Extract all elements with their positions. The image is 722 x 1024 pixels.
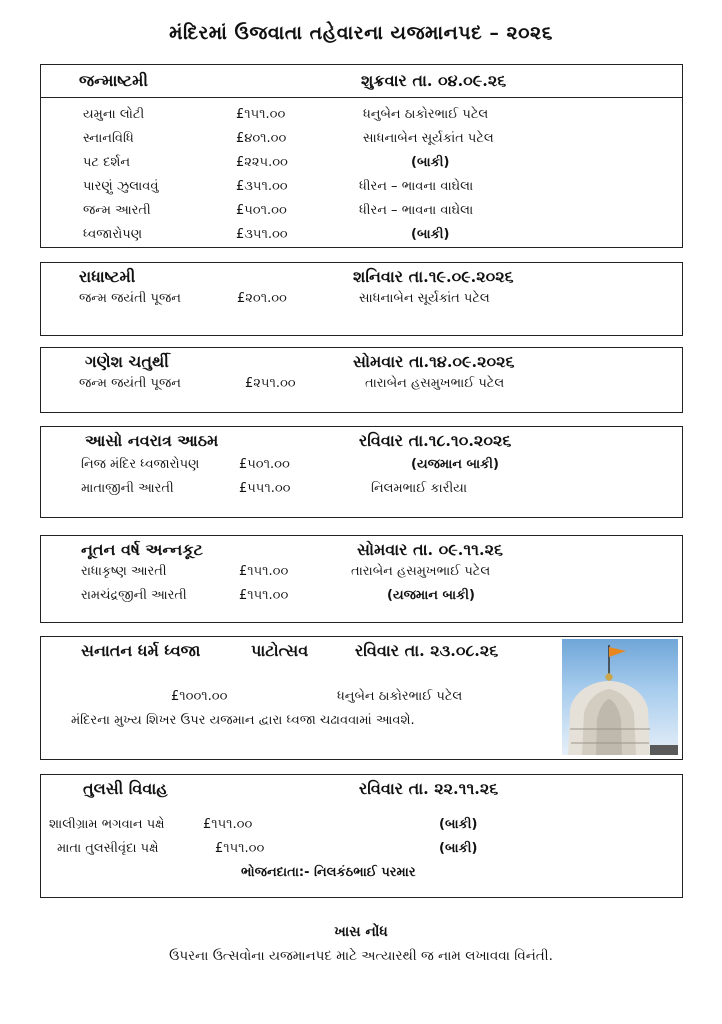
section-ganesh-chaturthi <box>40 347 683 413</box>
divider <box>41 97 682 98</box>
section-date: રવિવાર તા. ૨૨.૧૧.૨૬ <box>359 779 499 798</box>
page-title: મંદિરમાં ઉજવાતા તહેવારના યજમાનપદ – ૨૦૨૬ <box>169 22 553 44</box>
description: મંદિરના મુખ્ય શિખર ઉપર યજમાન દ્વારા ધ્વજા ચઢાવવામાં આવશે. <box>71 713 415 728</box>
item-amount: £૧૫૧.૦૦ <box>239 564 289 579</box>
item-name: રામચંદ્રજીની આરતી <box>81 588 187 603</box>
item-sponsor: સાધનાબેન સૂર્યકાંત પટેલ <box>363 131 494 146</box>
item-amount: £૪૦૧.૦૦ <box>236 131 287 146</box>
item-amount: £૨૫૧.૦૦ <box>245 376 296 391</box>
bhojan-data-footer: ભોજનદાતા:- નિલકંઠભાઈ પરમાર <box>241 865 416 880</box>
item-amount: £૧૫૧.૦૦ <box>215 841 265 856</box>
item-sponsor: તારાબેન હસમુખભાઈ પટેલ <box>365 376 505 391</box>
section-title: નૂતન વર્ષ અન્નકૂટ <box>81 540 203 559</box>
note-text: ઉપરના ઉત્સવોના યજમાનપદ માટે અત્યારથી જ નામ લખાવવા વિનંતી. <box>169 948 553 964</box>
list-item <box>41 227 682 249</box>
list-item <box>41 481 682 503</box>
item-name: માતાજીની આરતી <box>81 481 174 496</box>
section-tulsi-vivah <box>40 774 683 898</box>
list-item <box>41 291 682 313</box>
item-sponsor: (બાકી) <box>439 817 478 832</box>
list-item <box>41 457 682 479</box>
item-amount: £૧૦૦૧.૦૦ <box>171 689 228 704</box>
temple-shikhar-image <box>562 639 678 755</box>
list-item <box>41 817 682 839</box>
list-item <box>41 131 682 153</box>
item-sponsor: (બાકી) <box>439 841 478 856</box>
list-item <box>41 179 682 201</box>
section-date: શુક્રવાર તા. ૦૪.૦૯.૨૬ <box>361 71 507 90</box>
item-name: પટ દર્શન <box>83 155 131 170</box>
item-sponsor: તારાબેન હસમુખભાઈ પટેલ <box>351 564 491 579</box>
section-subtitle: પાટોત્સવ <box>251 641 309 660</box>
item-name: જન્મ જયંતી પૂજન <box>79 376 181 391</box>
section-title: તુલસી વિવાહ <box>83 779 168 798</box>
item-name: નિજ મંદિર ધ્વજારોપણ <box>81 457 200 472</box>
section-date: સોમવાર તા. ૦૯.૧૧.૨૬ <box>357 540 503 559</box>
item-amount: £૩૫૧.૦૦ <box>236 227 288 242</box>
list-item <box>41 107 682 129</box>
item-amount: £૩૫૧.૦૦ <box>236 179 288 194</box>
item-amount: £૫૦૧.૦૦ <box>236 203 287 218</box>
item-sponsor: સાધનાબેન સૂર્યકાંત પટેલ <box>359 291 490 306</box>
item-amount: £૨૨૫.૦૦ <box>236 155 288 170</box>
section-nutan-varsh <box>40 535 683 623</box>
section-title: સનાતન ધર્મ ધ્વજા <box>81 641 201 660</box>
list-item <box>41 155 682 177</box>
item-sponsor: ધનુબેન ઠાકોરભાઈ પટેલ <box>363 107 489 122</box>
item-sponsor: (યજમાન બાકી) <box>411 457 499 472</box>
note-title: ખાસ નોંધ <box>334 924 388 940</box>
item-name: ધ્વજારોપણ <box>83 227 143 242</box>
list-item <box>41 588 682 610</box>
list-item <box>41 841 682 863</box>
item-amount: £૫૫૧.૦૦ <box>239 481 291 496</box>
section-date: શનિવાર તા.૧૯.૦૯.૨૦૨૬ <box>353 267 514 286</box>
section-title: રાધાષ્ટમી <box>79 267 136 286</box>
section-dhvaja-patotsav <box>40 636 683 760</box>
item-amount: £૫૦૧.૦૦ <box>239 457 290 472</box>
section-date: રવિવાર તા. ૨૩.૦૮.૨૬ <box>355 641 499 660</box>
item-sponsor: (બાકી) <box>411 155 450 170</box>
section-date: રવિવાર તા.૧૮.૧૦.૨૦૨૬ <box>359 431 512 450</box>
item-name: રાધાકૃષ્ણ આરતી <box>81 564 167 579</box>
item-sponsor: ધીરન – ભાવના વાઘેલા <box>359 203 474 218</box>
item-sponsor: ધનુબેન ઠાકોરભાઈ પટેલ <box>337 689 463 704</box>
item-name: યમુના લોટી <box>83 107 145 122</box>
item-name: માતા તુલસીવૃંદા પક્ષે <box>57 841 159 856</box>
item-sponsor: ધીરન – ભાવના વાઘેલા <box>359 179 474 194</box>
list-item <box>41 376 682 398</box>
list-item <box>41 203 682 225</box>
item-amount: £૧૫૧.૦૦ <box>203 817 253 832</box>
section-janmashtami <box>40 64 683 248</box>
item-name: સ્નાનવિધિ <box>83 131 134 146</box>
section-radhashtami <box>40 262 683 336</box>
item-amount: £૧૫૧.૦૦ <box>239 588 289 603</box>
section-date: સોમવાર તા.૧૪.૦૯.૨૦૨૬ <box>353 352 515 371</box>
item-name: જન્મ જયંતી પૂજન <box>79 291 181 306</box>
item-name: શાલીગ્રામ ભગવાન પક્ષે <box>49 817 165 832</box>
item-sponsor: (બાકી) <box>411 227 450 242</box>
item-name: પારણું ઝુલાવવું <box>83 179 159 194</box>
item-amount: £૨૦૧.૦૦ <box>237 291 287 306</box>
section-title: જન્માષ્ટમી <box>79 71 148 90</box>
list-item <box>41 564 682 586</box>
item-sponsor: (યજમાન બાકી) <box>387 588 475 603</box>
item-name: જન્મ આરતી <box>83 203 151 218</box>
section-title: આસો નવરાત્ર આઠમ <box>85 431 219 450</box>
item-sponsor: નિલમભાઈ કારીયા <box>371 481 468 496</box>
item-amount: £૧૫૧.૦૦ <box>236 107 286 122</box>
section-title: ગણેશ ચતુર્થી <box>85 352 169 371</box>
section-navratri-aatham <box>40 426 683 518</box>
